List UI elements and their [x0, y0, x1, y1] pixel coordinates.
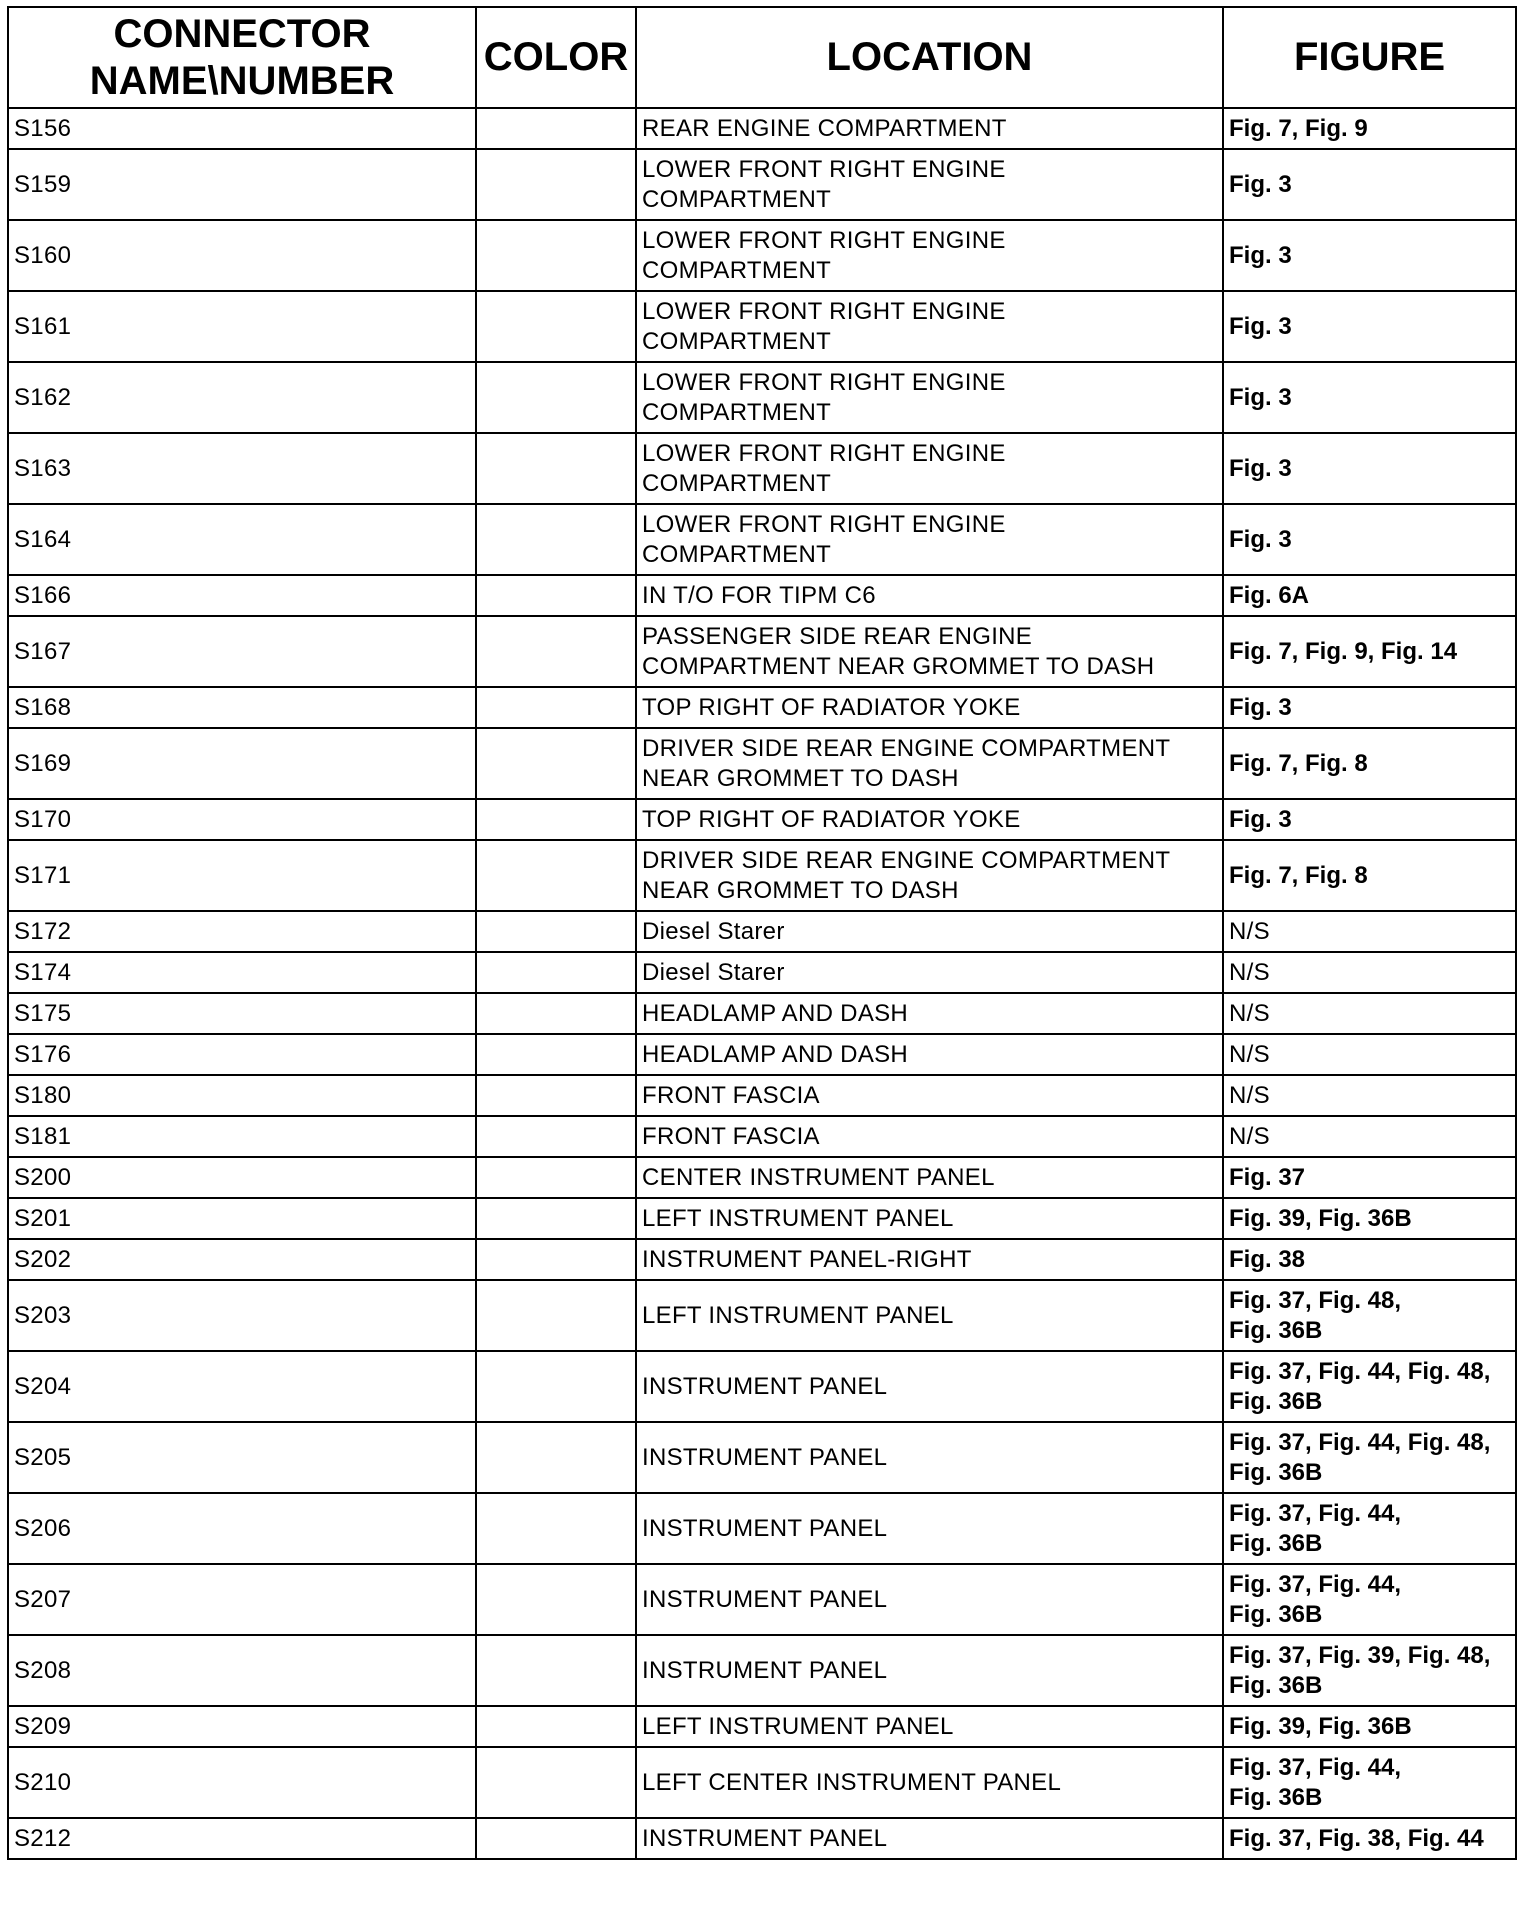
table-row: [8, 291, 1516, 362]
table-row: [8, 1818, 1516, 1859]
connector-cell: S176: [8, 1034, 476, 1075]
figure-cell: Fig. 37, Fig. 44, Fig. 36B: [1223, 1564, 1516, 1635]
connector-cell: S175: [8, 993, 476, 1034]
color-cell: [476, 911, 636, 952]
table-row: [8, 575, 1516, 616]
header-figure: FIGURE: [1223, 7, 1516, 108]
location-cell: INSTRUMENT PANEL: [636, 1493, 1223, 1564]
connector-cell: S167: [8, 616, 476, 687]
header-row: [8, 7, 1516, 108]
table-row: [8, 1116, 1516, 1157]
color-cell: [476, 728, 636, 799]
connector-cell: S201: [8, 1198, 476, 1239]
figure-cell: Fig. 39, Fig. 36B: [1223, 1706, 1516, 1747]
location-cell: FRONT FASCIA: [636, 1116, 1223, 1157]
figure-cell: N/S: [1223, 1075, 1516, 1116]
location-cell: FRONT FASCIA: [636, 1075, 1223, 1116]
connector-cell: S209: [8, 1706, 476, 1747]
connector-cell: S171: [8, 840, 476, 911]
figure-cell: Fig. 7, Fig. 9, Fig. 14: [1223, 616, 1516, 687]
table-row: [8, 1747, 1516, 1818]
location-cell: HEADLAMP AND DASH: [636, 993, 1223, 1034]
figure-cell: N/S: [1223, 1034, 1516, 1075]
connector-cell: S172: [8, 911, 476, 952]
connector-cell: S180: [8, 1075, 476, 1116]
color-cell: [476, 687, 636, 728]
table-row: [8, 799, 1516, 840]
connector-cell: S204: [8, 1351, 476, 1422]
color-cell: [476, 433, 636, 504]
figure-cell: Fig. 7, Fig. 9: [1223, 108, 1516, 149]
table-row: [8, 1422, 1516, 1493]
table-row: [8, 1280, 1516, 1351]
location-cell: Diesel Starer: [636, 911, 1223, 952]
table-row: [8, 952, 1516, 993]
header-connector: CONNECTOR NAME\NUMBER: [8, 7, 476, 108]
connector-cell: S163: [8, 433, 476, 504]
connector-cell: S210: [8, 1747, 476, 1818]
location-cell: REAR ENGINE COMPARTMENT: [636, 108, 1223, 149]
location-cell: IN T/O FOR TIPM C6: [636, 575, 1223, 616]
location-cell: HEADLAMP AND DASH: [636, 1034, 1223, 1075]
table-row: [8, 840, 1516, 911]
color-cell: [476, 362, 636, 433]
color-cell: [476, 1280, 636, 1351]
color-cell: [476, 1747, 636, 1818]
figure-cell: Fig. 3: [1223, 687, 1516, 728]
figure-cell: N/S: [1223, 911, 1516, 952]
figure-cell: Fig. 3: [1223, 220, 1516, 291]
connector-cell: S181: [8, 1116, 476, 1157]
table-row: [8, 220, 1516, 291]
color-cell: [476, 1422, 636, 1493]
color-cell: [476, 840, 636, 911]
table-row: [8, 911, 1516, 952]
location-cell: LOWER FRONT RIGHT ENGINE COMPARTMENT: [636, 220, 1223, 291]
figure-cell: Fig. 3: [1223, 291, 1516, 362]
color-cell: [476, 1198, 636, 1239]
figure-cell: Fig. 37: [1223, 1157, 1516, 1198]
connector-cell: S206: [8, 1493, 476, 1564]
connector-cell: S174: [8, 952, 476, 993]
figure-cell: Fig. 3: [1223, 504, 1516, 575]
location-cell: TOP RIGHT OF RADIATOR YOKE: [636, 687, 1223, 728]
color-cell: [476, 1818, 636, 1859]
table-row: [8, 1564, 1516, 1635]
table-row: [8, 108, 1516, 149]
table-row: [8, 362, 1516, 433]
location-cell: INSTRUMENT PANEL-RIGHT: [636, 1239, 1223, 1280]
figure-cell: Fig. 3: [1223, 362, 1516, 433]
color-cell: [476, 220, 636, 291]
figure-cell: N/S: [1223, 993, 1516, 1034]
table-row: [8, 687, 1516, 728]
location-cell: LEFT INSTRUMENT PANEL: [636, 1706, 1223, 1747]
location-cell: PASSENGER SIDE REAR ENGINE COMPARTMENT NEAR GROMMET TO DASH: [636, 616, 1223, 687]
location-cell: LOWER FRONT RIGHT ENGINE COMPARTMENT: [636, 362, 1223, 433]
table-row: [8, 1034, 1516, 1075]
location-cell: Diesel Starer: [636, 952, 1223, 993]
figure-cell: Fig. 39, Fig. 36B: [1223, 1198, 1516, 1239]
location-cell: LOWER FRONT RIGHT ENGINE COMPARTMENT: [636, 433, 1223, 504]
connector-cell: S200: [8, 1157, 476, 1198]
location-cell: LOWER FRONT RIGHT ENGINE COMPARTMENT: [636, 504, 1223, 575]
table-row: [8, 616, 1516, 687]
color-cell: [476, 1157, 636, 1198]
table-row: [8, 1706, 1516, 1747]
color-cell: [476, 504, 636, 575]
figure-cell: Fig. 7, Fig. 8: [1223, 840, 1516, 911]
figure-cell: Fig. 3: [1223, 799, 1516, 840]
figure-cell: Fig. 37, Fig. 48, Fig. 36B: [1223, 1280, 1516, 1351]
table-row: [8, 1075, 1516, 1116]
connector-cell: S166: [8, 575, 476, 616]
figure-cell: Fig. 3: [1223, 149, 1516, 220]
table-row: [8, 1198, 1516, 1239]
table-row: [8, 149, 1516, 220]
color-cell: [476, 575, 636, 616]
figure-cell: Fig. 37, Fig. 44, Fig. 36B: [1223, 1747, 1516, 1818]
table-row: [8, 1239, 1516, 1280]
connector-cell: S169: [8, 728, 476, 799]
location-cell: CENTER INSTRUMENT PANEL: [636, 1157, 1223, 1198]
color-cell: [476, 1564, 636, 1635]
color-cell: [476, 1635, 636, 1706]
connector-cell: S207: [8, 1564, 476, 1635]
table-row: [8, 433, 1516, 504]
table-row: [8, 1493, 1516, 1564]
connector-cell: S156: [8, 108, 476, 149]
location-cell: TOP RIGHT OF RADIATOR YOKE: [636, 799, 1223, 840]
location-cell: INSTRUMENT PANEL: [636, 1564, 1223, 1635]
color-cell: [476, 149, 636, 220]
header-location: LOCATION: [636, 7, 1223, 108]
color-cell: [476, 1493, 636, 1564]
location-cell: INSTRUMENT PANEL: [636, 1422, 1223, 1493]
table-row: [8, 504, 1516, 575]
location-cell: LOWER FRONT RIGHT ENGINE COMPARTMENT: [636, 291, 1223, 362]
figure-cell: Fig. 37, Fig. 44, Fig. 48, Fig. 36B: [1223, 1351, 1516, 1422]
connector-cell: S162: [8, 362, 476, 433]
color-cell: [476, 1034, 636, 1075]
connector-cell: S161: [8, 291, 476, 362]
color-cell: [476, 952, 636, 993]
color-cell: [476, 291, 636, 362]
table-row: [8, 993, 1516, 1034]
connector-cell: S212: [8, 1818, 476, 1859]
connector-cell: S168: [8, 687, 476, 728]
connector-location-sheet: [7, 6, 1515, 1860]
table-row: [8, 728, 1516, 799]
location-cell: LEFT INSTRUMENT PANEL: [636, 1198, 1223, 1239]
color-cell: [476, 616, 636, 687]
figure-cell: Fig. 37, Fig. 39, Fig. 48, Fig. 36B: [1223, 1635, 1516, 1706]
table-row: [8, 1635, 1516, 1706]
figure-cell: Fig. 7, Fig. 8: [1223, 728, 1516, 799]
connector-cell: S205: [8, 1422, 476, 1493]
location-cell: INSTRUMENT PANEL: [636, 1351, 1223, 1422]
color-cell: [476, 1075, 636, 1116]
connector-cell: S208: [8, 1635, 476, 1706]
figure-cell: Fig. 37, Fig. 38, Fig. 44: [1223, 1818, 1516, 1859]
table-body: [8, 108, 1516, 1859]
table-row: [8, 1157, 1516, 1198]
color-cell: [476, 108, 636, 149]
figure-cell: Fig. 6A: [1223, 575, 1516, 616]
connector-cell: S159: [8, 149, 476, 220]
figure-cell: N/S: [1223, 952, 1516, 993]
figure-cell: Fig. 38: [1223, 1239, 1516, 1280]
location-cell: LEFT INSTRUMENT PANEL: [636, 1280, 1223, 1351]
color-cell: [476, 1351, 636, 1422]
location-cell: INSTRUMENT PANEL: [636, 1818, 1223, 1859]
table-row: [8, 1351, 1516, 1422]
color-cell: [476, 1116, 636, 1157]
color-cell: [476, 1239, 636, 1280]
connector-cell: S202: [8, 1239, 476, 1280]
location-cell: LEFT CENTER INSTRUMENT PANEL: [636, 1747, 1223, 1818]
figure-cell: N/S: [1223, 1116, 1516, 1157]
color-cell: [476, 993, 636, 1034]
location-cell: DRIVER SIDE REAR ENGINE COMPARTMENT NEAR GROMMET TO DASH: [636, 840, 1223, 911]
connector-cell: S164: [8, 504, 476, 575]
location-cell: DRIVER SIDE REAR ENGINE COMPARTMENT NEAR GROMMET TO DASH: [636, 728, 1223, 799]
header-color: COLOR: [476, 7, 636, 108]
connector-cell: S203: [8, 1280, 476, 1351]
figure-cell: Fig. 3: [1223, 433, 1516, 504]
figure-cell: Fig. 37, Fig. 44, Fig. 36B: [1223, 1493, 1516, 1564]
location-cell: LOWER FRONT RIGHT ENGINE COMPARTMENT: [636, 149, 1223, 220]
color-cell: [476, 1706, 636, 1747]
connector-cell: S160: [8, 220, 476, 291]
figure-cell: Fig. 37, Fig. 44, Fig. 48, Fig. 36B: [1223, 1422, 1516, 1493]
connector-table: [7, 6, 1517, 1860]
location-cell: INSTRUMENT PANEL: [636, 1635, 1223, 1706]
connector-cell: S170: [8, 799, 476, 840]
color-cell: [476, 799, 636, 840]
